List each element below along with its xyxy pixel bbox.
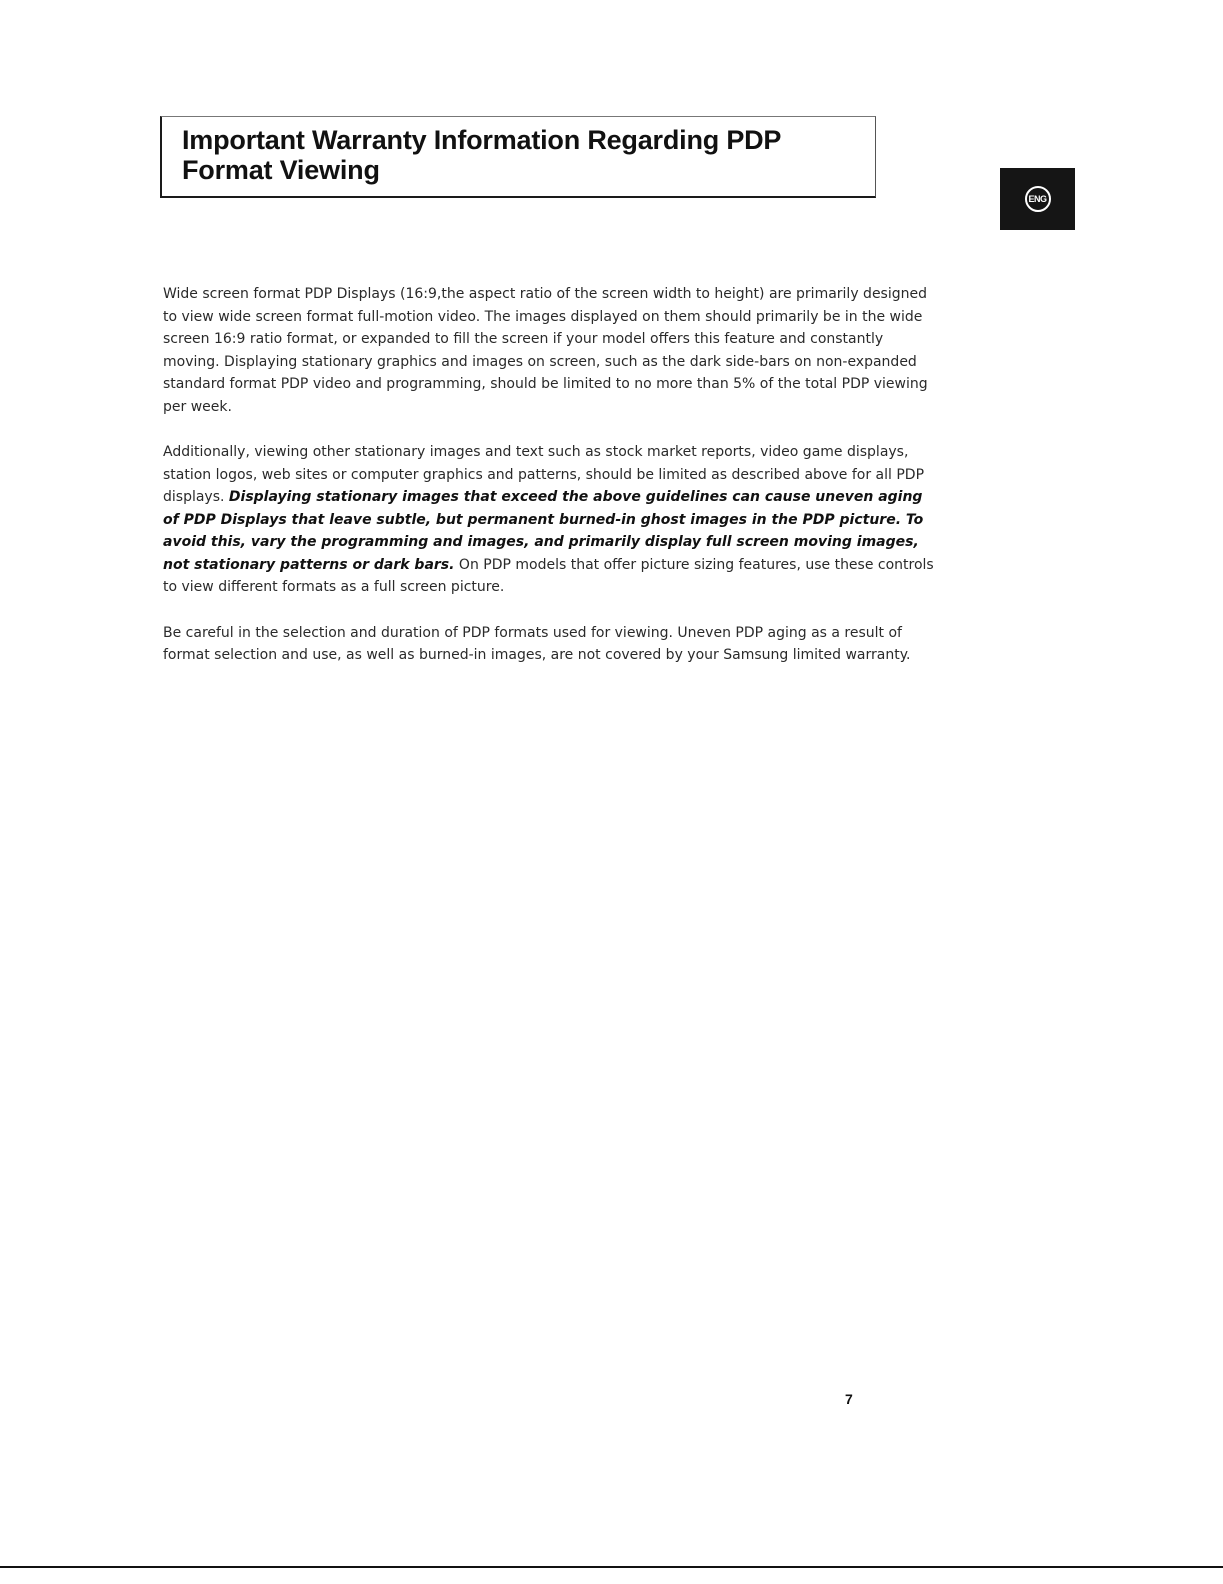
paragraph-2 <box>163 441 938 599</box>
bottom-rule <box>0 1566 1223 1568</box>
page-title: Important Warranty Information Regarding PDP Format Viewing <box>182 125 781 185</box>
language-badge-icon: ENG <box>1025 186 1051 212</box>
paragraph-2-outro: On PDP models that offer picture sizing features, use these controls to view different formats as a full screen picture. <box>163 556 934 595</box>
title-box <box>160 116 876 198</box>
paragraph-3: Be careful in the selection and duration of PDP formats used for viewing. Uneven PDP aging as a result of format selection and use, as well as burned-in images, are not covered by your Samsung limited warranty. <box>163 624 911 663</box>
body-content <box>163 283 938 690</box>
paragraph-2-intro: Additionally, viewing other stationary images and text such as stock market reports, video game displays, station logos, web sites or computer graphics and patterns, should be limited as described above for all PDP displays. <box>163 444 925 505</box>
paragraph-1: Wide screen format PDP Displays (16:9,the aspect ratio of the screen width to height) are primarily designed to view wide screen format full-motion video. The images displayed on them should primarily be in the wide screen 16:9 ratio format, or expanded to fill the screen if your model offers this feature and constantly moving. Displaying stationary graphics and images on screen, such as the dark side-bars on non-expanded standard format PDP video and programming, should be limited to no more than 5% of the total PDP viewing per week. <box>163 286 928 415</box>
language-tab <box>1000 168 1075 230</box>
paragraph-2-emphasis: Displaying stationary images that exceed the above guidelines can cause uneven aging of PDP Displays that leave subtle, but permanent burned-in ghost images in the PDP picture. To avoid this, vary the programming and images, and primarily display full screen moving images, not stationary patterns or dark bars. <box>163 489 924 573</box>
page-number: 7 <box>845 1391 853 1407</box>
